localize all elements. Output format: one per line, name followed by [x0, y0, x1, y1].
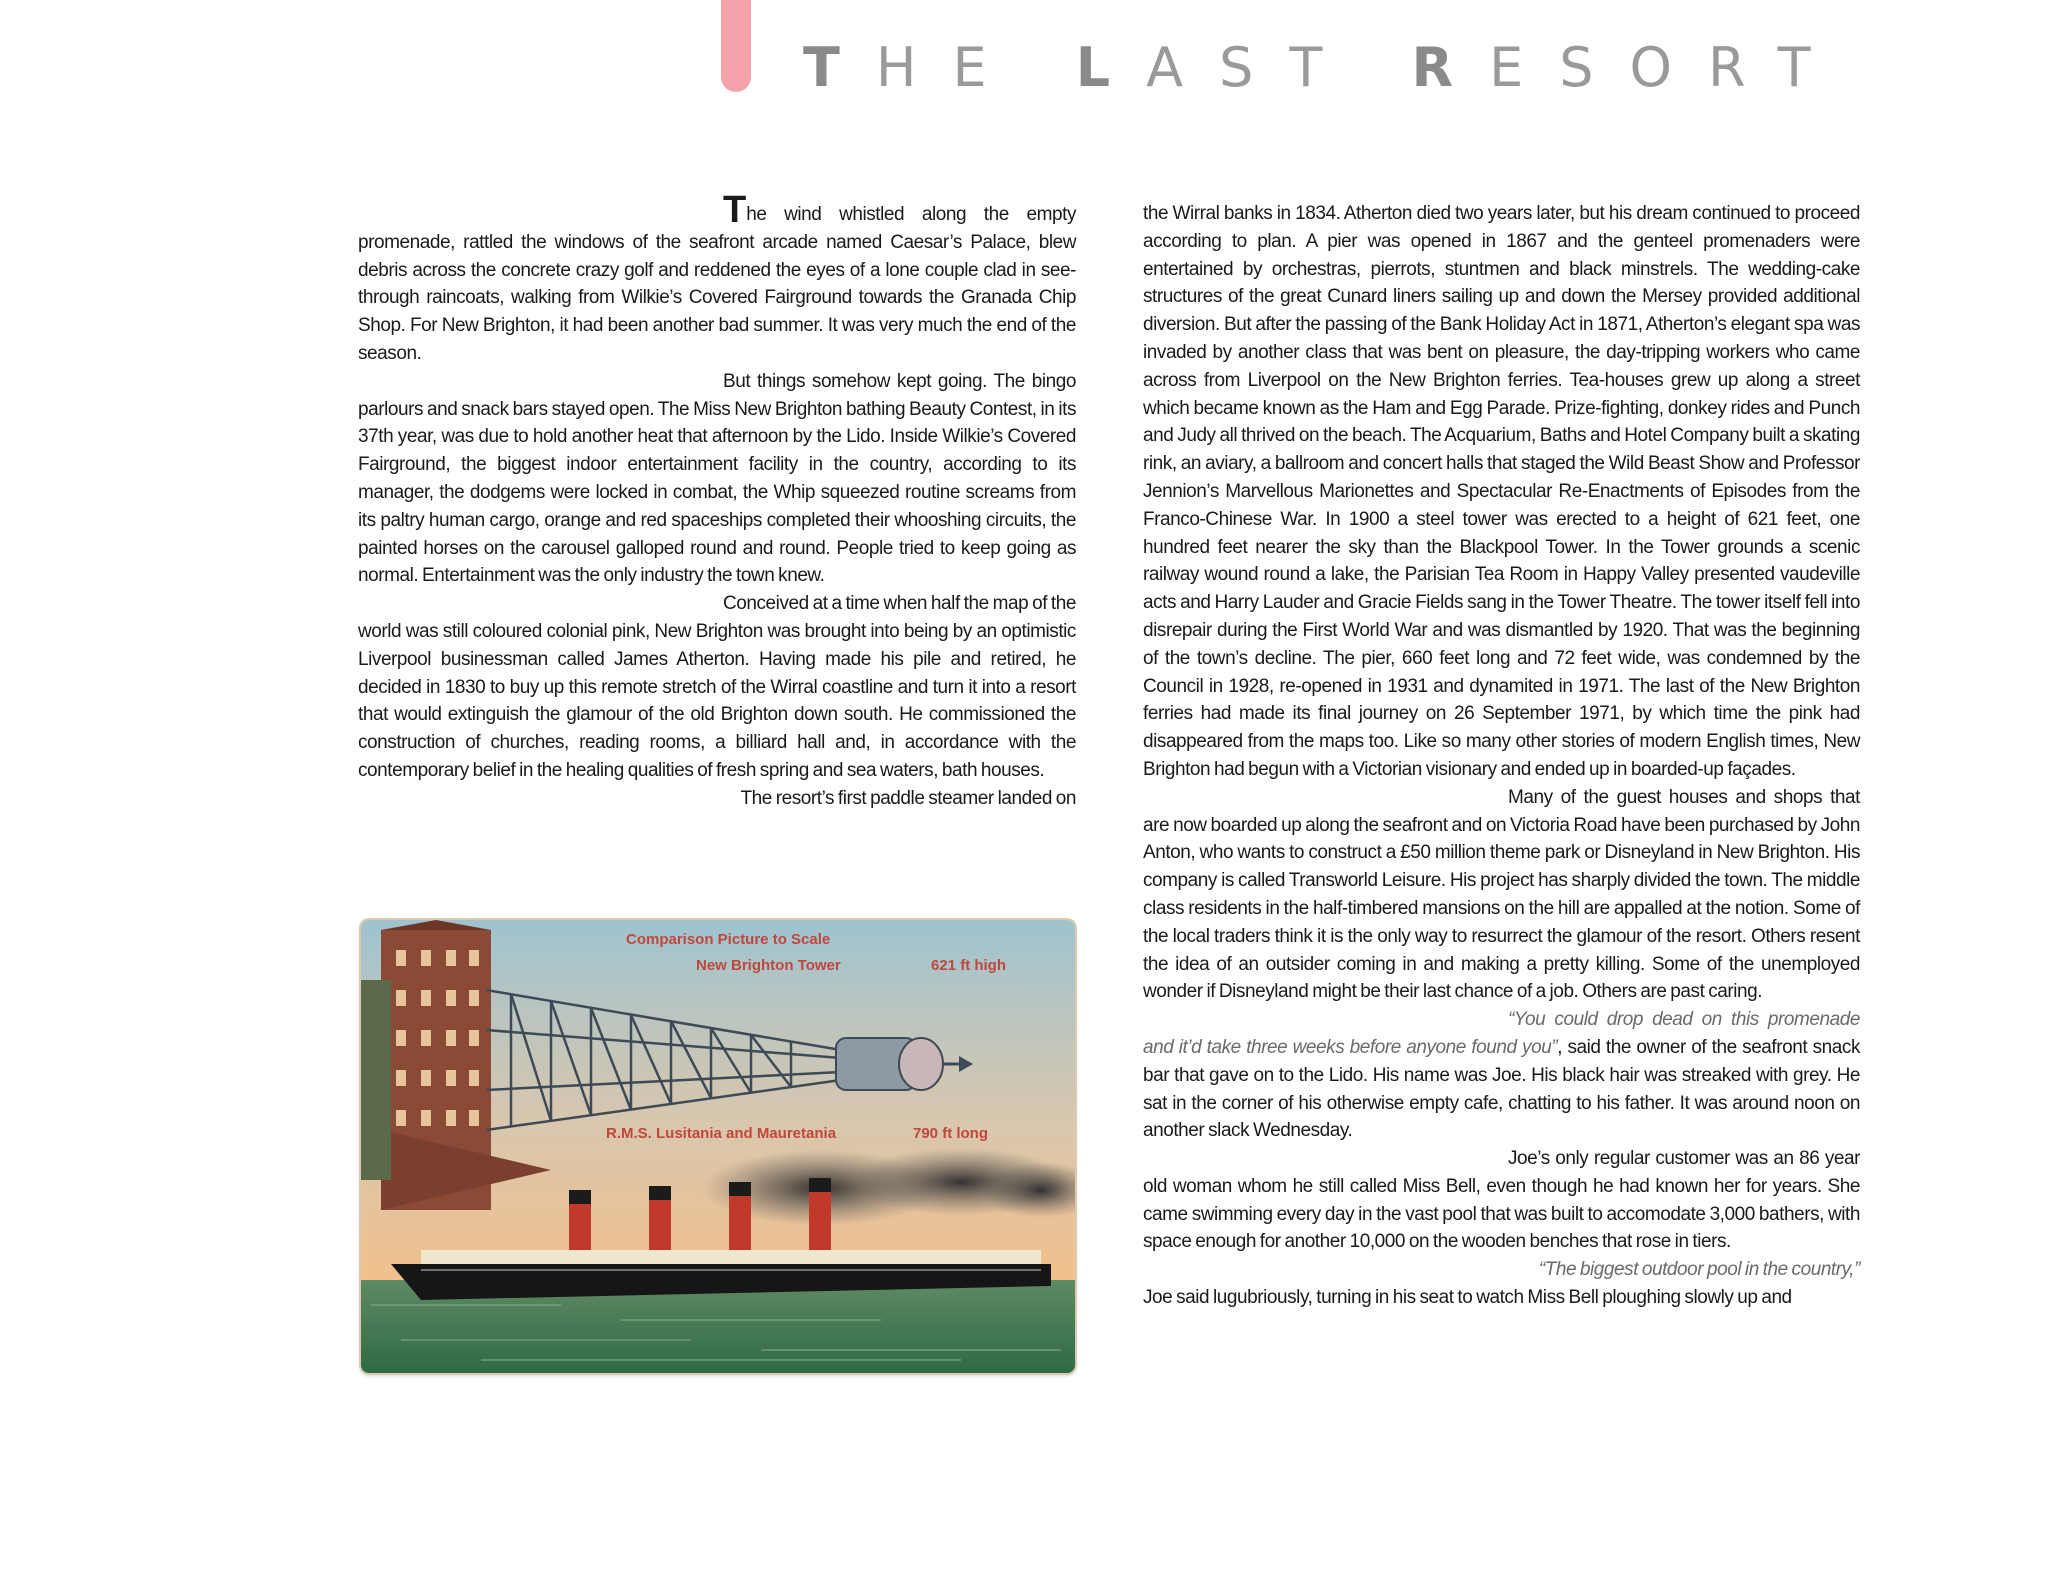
quote-paragraph: “The biggest outdoor pool in the country,” Joe said lugubriously, turning in his seat to watch Miss Bell ploughing slowly up and — [1143, 1256, 1860, 1312]
right-text-column — [1143, 200, 1860, 1312]
pull-quote: “The biggest outdoor pool in the country,” — [1538, 1259, 1860, 1281]
quote-paragraph: “You could drop dead on this promenade and it’d take three weeks before anyone found you”, said the owner of the seafront snack bar that gave on to the Lido. His name was Joe. His black hair was streaked with grey. He sat in the corner of his otherwise empty cafe, chatting to his father. It was around noon on another slack Wednesday. — [1143, 1009, 1860, 1142]
postcard-caption-liners: R.M.S. Lusitania and Mauretania — [606, 1125, 837, 1142]
opening-paragraph: The wind whistled along the empty promenade, rattled the windows of the seafront arcade named Caesar’s Palace, blew debris across the concrete crazy golf and reddened the eyes of a lone couple clad in see-through raincoats, walking from Wilkie’s Covered Fairground towards the Granada Chip Shop. For New Brighton, it had been another bad summer. It was very much the end of the season. — [358, 189, 1076, 364]
postcard-caption-tower: New Brighton Tower — [696, 957, 841, 974]
body-paragraph: The resort’s first paddle steamer landed on — [740, 787, 1076, 809]
body-paragraph: Conceived at a time when half the map of the world was still coloured colonial pink, New Brighton was brought into being by an optimistic Liverpool businessman called James Atherton. Having made his pile and retired, he decided in 1830 to buy up this remote stretch of the Wirral coastline and turn it into a resort that would extinguish the glamour of the old Brighton down south. He commissioned the construction of churches, reading rooms, a billiard hall and, in accordance with the contemporary belief in the healing qualities of fresh spring and sea waters, bath houses. — [358, 593, 1076, 781]
ship-smoke — [701, 1148, 1075, 1226]
postcard-caption-liner-length: 790 ft long — [913, 1125, 989, 1142]
new-brighton-tower-postcard — [361, 920, 1075, 1373]
title-word-the: THE — [803, 36, 1023, 99]
drop-cap: T — [723, 189, 747, 231]
left-text-column — [358, 189, 1076, 813]
pink-header-tab — [721, 0, 751, 92]
body-paragraph: Many of the guest houses and shops that are now boarded up along the seafront and on Victoria Road have been purchased by John Anton, who wants to construct a £50 million theme park or Disneyland in New Brighton. His company is called Transworld Leisure. His project has sharply divided the town. The middle class residents in the half-timbered mansions on the hill are appalled at the notion. Some of the local traders think it is the only way to resurrect the glamour of the resort. Others resent the idea of an outsider coming in and making a pretty killing. Some of the unemployed wonder if Disneyland might be their last chance of a job. Others are past caring. — [1143, 786, 1860, 1003]
pull-quote: “You could drop dead on this promenade and it’d take three weeks before anyone found you” — [1143, 1009, 1860, 1058]
body-paragraph: But things somehow kept going. The bingo parlours and snack bars stayed open. The Miss New Brighton bathing Beauty Contest, in its 37th year, was due to hold another heat that afternoon by the Lido. Inside Wilkie’s Covered Fairground, the biggest indoor entertainment facility in the country, according to its manager, the dodgems were locked in combat, the Whip squeezed routine screams from its paltry human cargo, orange and red spaceships completed their whooshing circuits, the painted horses on the carousel galloped round and round. People tried to keep going as normal. Entertainment was the only industry the town knew. — [358, 370, 1076, 587]
title-word-last: LAST — [1075, 36, 1359, 99]
postcard-caption-tower-height: 621 ft high — [931, 957, 1007, 974]
body-paragraph: the Wirral banks in 1834. Atherton died two years later, but his dream continued to proceed according to plan. A pier was opened in 1867 and the genteel promenaders were entertained by orchestras, pierrots, stuntmen and black minstrels. The wedding-cake structures of the great Cunard liners sailing up and down the Mersey provided additional diversion. But after the passing of the Bank Holiday Act in 1871, Atherton’s elegant spa was invaded by another class that was bent on pleasure, the day-tripping workers who came across from Liverpool on the New Brighton ferries. Tea-houses grew up along a street which became known as the Ham and Egg Parade. Prize-fighting, donkey rides and Punch and Judy all thrived on the beach. The Acquarium, Baths and Hotel Company built a skating rink, an aviary, a ballroom and concert halls that staged the Wild Beast Show and Professor Jennion’s Marvellous Marionettes and Spectacular Re-Enactments of Episodes from the Franco-Chinese War. In 1900 a steel tower was erected to a height of 621 feet, one hundred feet nearer the sky than the Blackpool Tower. In the Tower grounds a scenic railway wound round a lake, the Parisian Tea Room in Happy Valley presented vaudeville acts and Harry Lauder and Gracie Fields sang in the Tower Theatre. The tower itself fell into disrepair during the First World War and was dismantled by 1920. That was the beginning of the town’s decline. The pier, 660 feet long and 72 feet wide, was condemned by the Council in 1928, re-opened in 1931 and dynamited in 1971. The last of the New Brighton ferries had made its final journey on 26 September 1971, by which time the pink had disappeared from the maps too. Like so many other stories of modern English times, New Brighton had begun with a Victorian visionary and ended up in boarded-up façades. — [1143, 203, 1860, 780]
postcard-caption-line1: Comparison Picture to Scale — [626, 931, 831, 948]
title-word-resort: RESORT — [1411, 36, 1847, 99]
page-title — [803, 38, 1847, 98]
body-paragraph: Joe’s only regular customer was an 86 year old woman whom he still called Miss Bell, even though he had known her for years. She came swimming every day in the vast pool that was built to accomodate 3,000 bathers, with space enough for another 10,000 on the wooden benches that rose in tiers. — [1143, 1148, 1860, 1253]
